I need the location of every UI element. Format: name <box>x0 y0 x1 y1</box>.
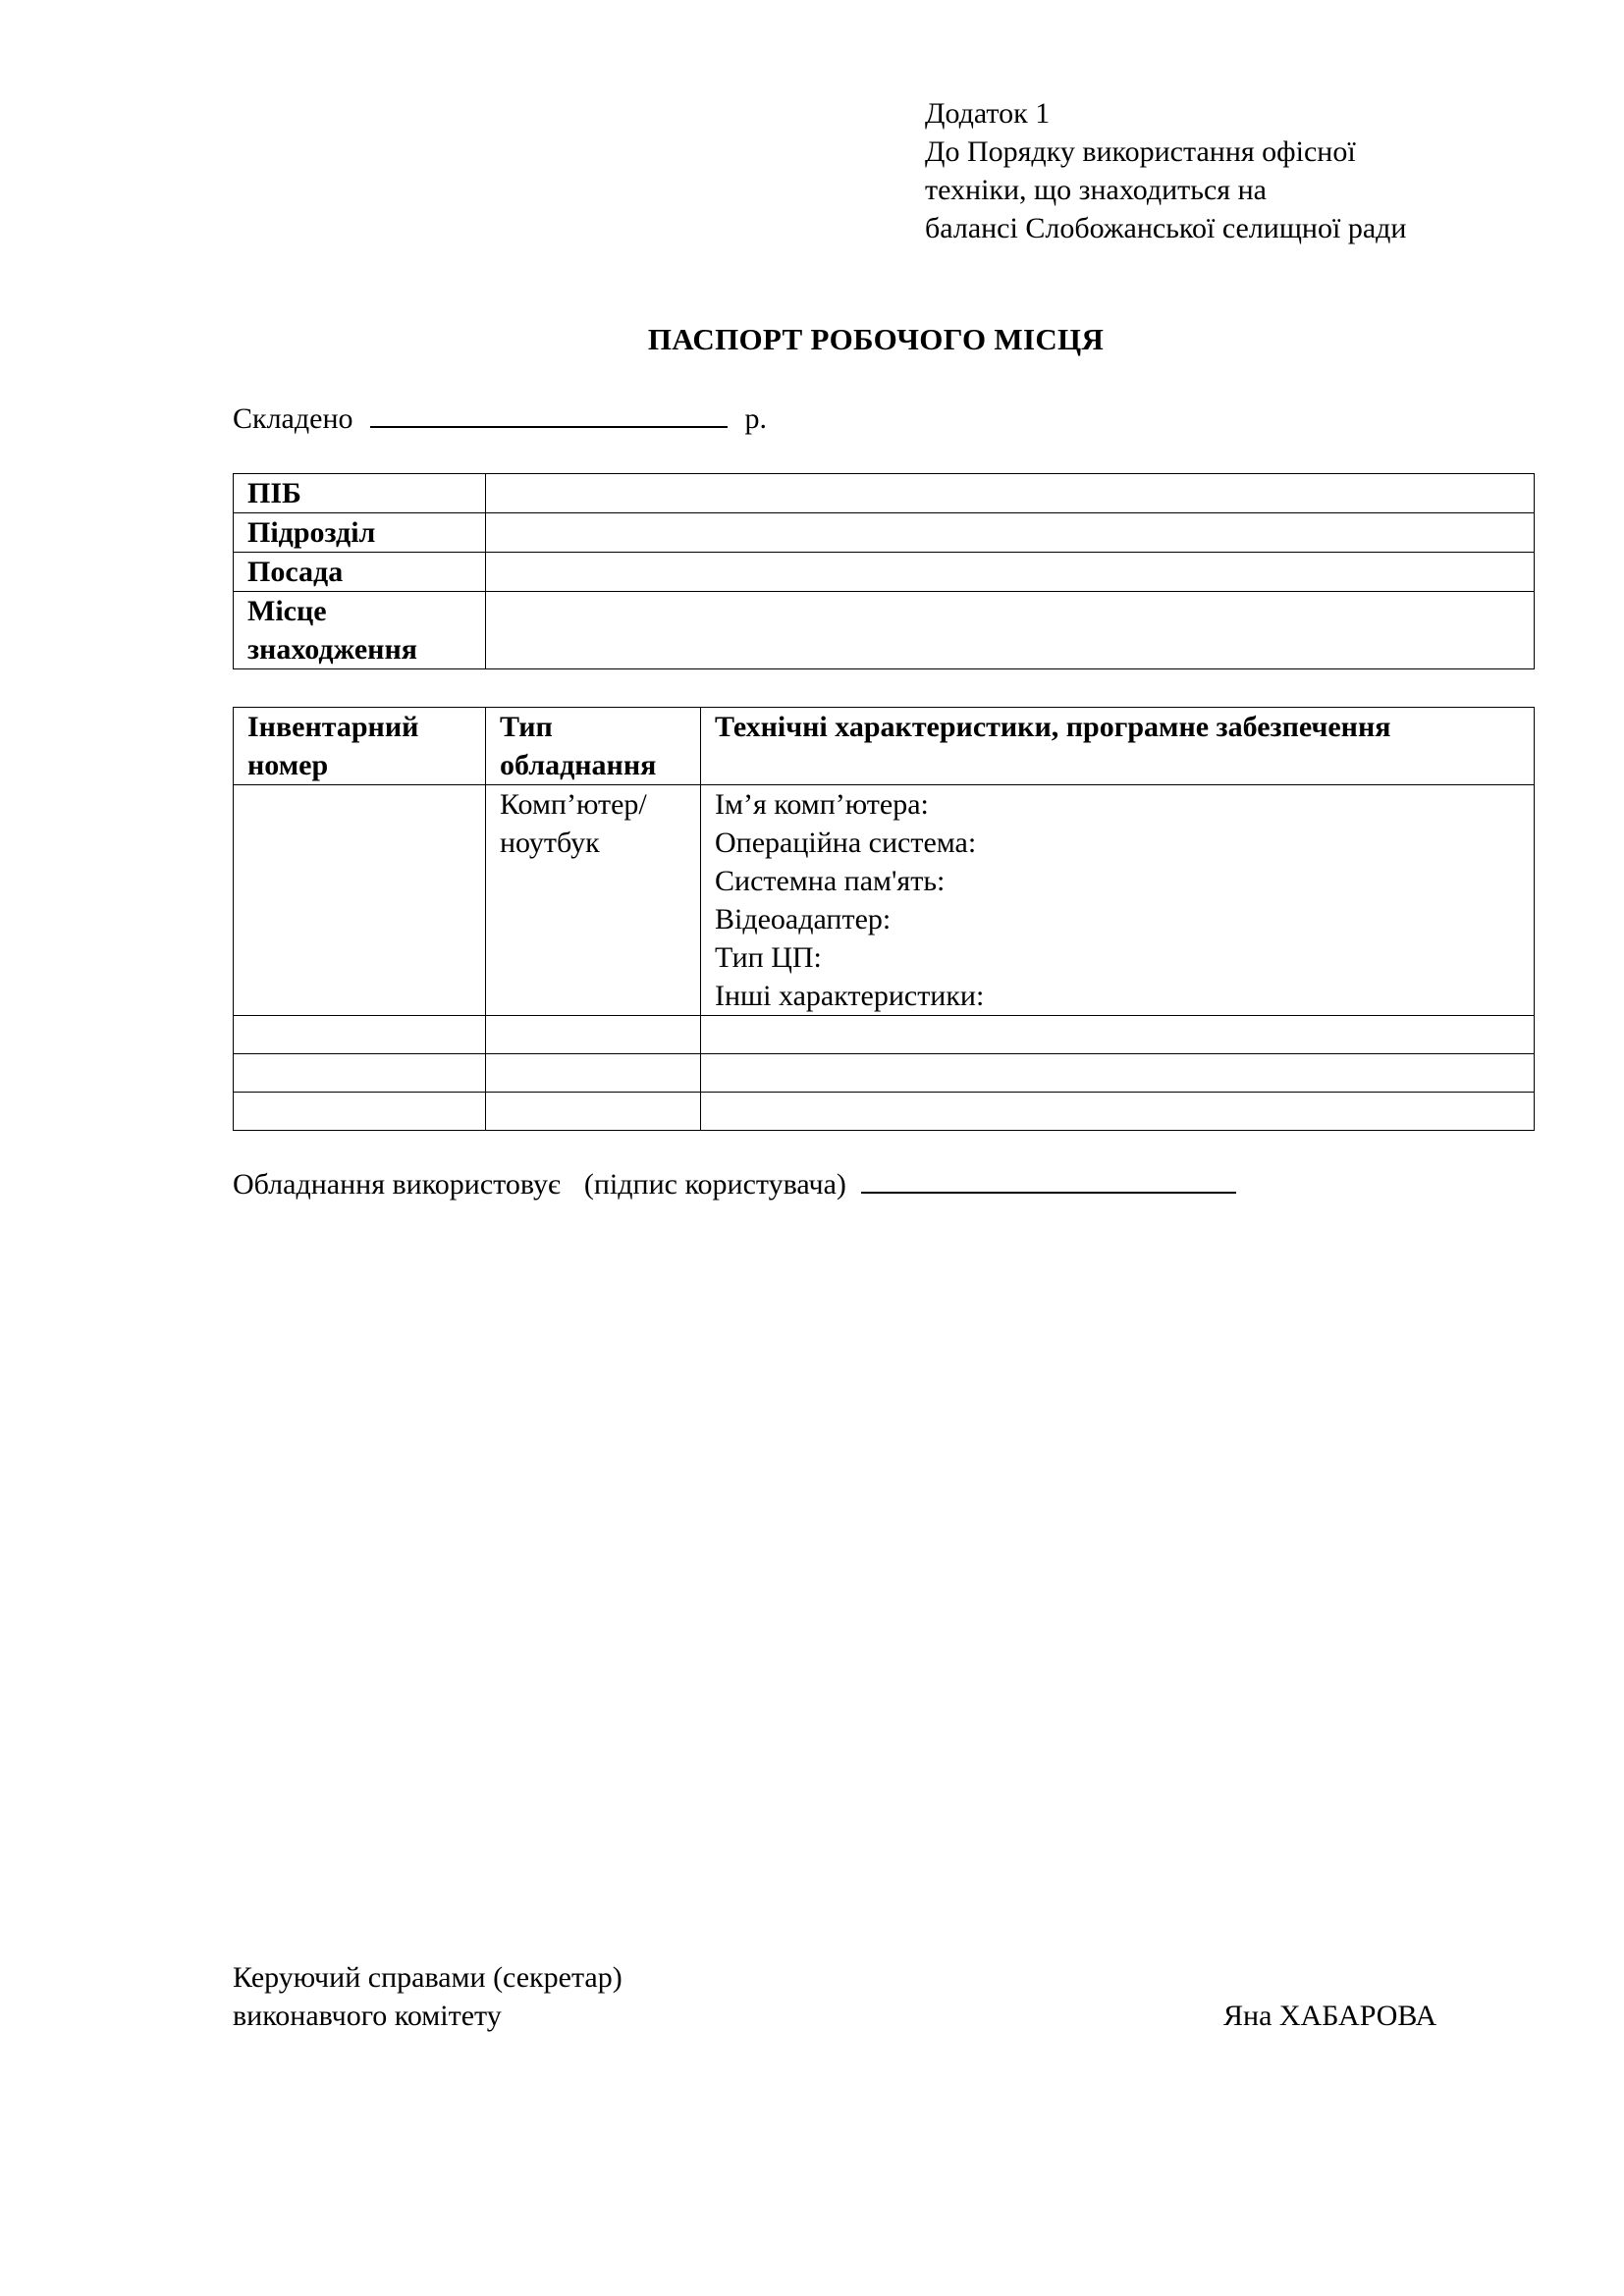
row-value-location[interactable] <box>486 592 1535 669</box>
empty-cell[interactable] <box>234 1016 486 1054</box>
spec-line: Тип ЦП: <box>715 941 822 974</box>
table-row-empty <box>234 1054 1535 1093</box>
empty-cell[interactable] <box>701 1093 1535 1131</box>
spec-line: Системна пам'ять: <box>715 865 946 897</box>
appendix-line: Додаток 1 <box>925 97 1051 130</box>
usage-line <box>233 1166 1236 1201</box>
position-line: виконавчого комітету <box>233 2000 502 2032</box>
table-row <box>234 474 1535 513</box>
appendix-line: балансі Слобожанської селищної ради <box>925 212 1407 244</box>
table-row <box>234 553 1535 592</box>
table-row <box>234 513 1535 553</box>
usage-sign-label: (підпис користувача) <box>583 1168 846 1201</box>
type-line: Комп’ютер/ <box>500 788 647 821</box>
user-signature-blank[interactable] <box>861 1166 1236 1194</box>
table-row <box>234 785 1535 1016</box>
appendix-note <box>925 94 1406 247</box>
signatory-name: Яна ХАБАРОВА <box>1223 2000 1437 2032</box>
row-value-department[interactable] <box>486 513 1535 553</box>
table-row-empty <box>234 1016 1535 1054</box>
appendix-line: техніки, що знаходиться на <box>925 174 1267 206</box>
row-label-department: Підрозділ <box>234 513 486 553</box>
spec-line: Операційна система: <box>715 827 977 859</box>
row-value-position[interactable] <box>486 553 1535 592</box>
table-header-row <box>234 708 1535 785</box>
employee-table <box>233 473 1535 669</box>
table-row-empty <box>234 1093 1535 1131</box>
equipment-table <box>233 707 1535 1131</box>
cell-inventory-number[interactable] <box>234 785 486 1016</box>
row-value-name[interactable] <box>486 474 1535 513</box>
row-label-location: Місце знаходження <box>234 592 486 669</box>
signatory-position <box>233 1958 623 2035</box>
header-specifications: Технічні характеристики, програмне забезпечення <box>701 708 1535 785</box>
composed-date-blank[interactable] <box>370 400 728 428</box>
empty-cell[interactable] <box>486 1093 701 1131</box>
empty-cell[interactable] <box>234 1093 486 1131</box>
spec-line: Ім’я комп’ютера: <box>715 788 929 821</box>
appendix-line: До Порядку використання офісної <box>925 135 1356 168</box>
empty-cell[interactable] <box>701 1016 1535 1054</box>
cell-equipment-type <box>486 785 701 1016</box>
table-row <box>234 592 1535 669</box>
header-inventory-number: Інвентарний номер <box>234 708 486 785</box>
usage-label: Обладнання використовує <box>233 1168 561 1201</box>
composed-date-line <box>233 400 767 436</box>
position-line: Керуючий справами (секретар) <box>233 1961 623 1994</box>
empty-cell[interactable] <box>701 1054 1535 1093</box>
spec-line: Інші характеристики: <box>715 980 985 1012</box>
row-label-position: Посада <box>234 553 486 592</box>
composed-suffix: р. <box>744 402 768 435</box>
document-title: ПАСПОРТ РОБОЧОГО МІСЦЯ <box>647 322 1105 356</box>
header-equipment-type: Тип обладнання <box>486 708 701 785</box>
empty-cell[interactable] <box>486 1016 701 1054</box>
cell-specifications <box>701 785 1535 1016</box>
type-line: ноутбук <box>500 827 600 859</box>
empty-cell[interactable] <box>234 1054 486 1093</box>
empty-cell[interactable] <box>486 1054 701 1093</box>
spec-line: Відеоадаптер: <box>715 903 892 935</box>
composed-label: Складено <box>233 402 353 435</box>
row-label-name: ПІБ <box>234 474 486 513</box>
